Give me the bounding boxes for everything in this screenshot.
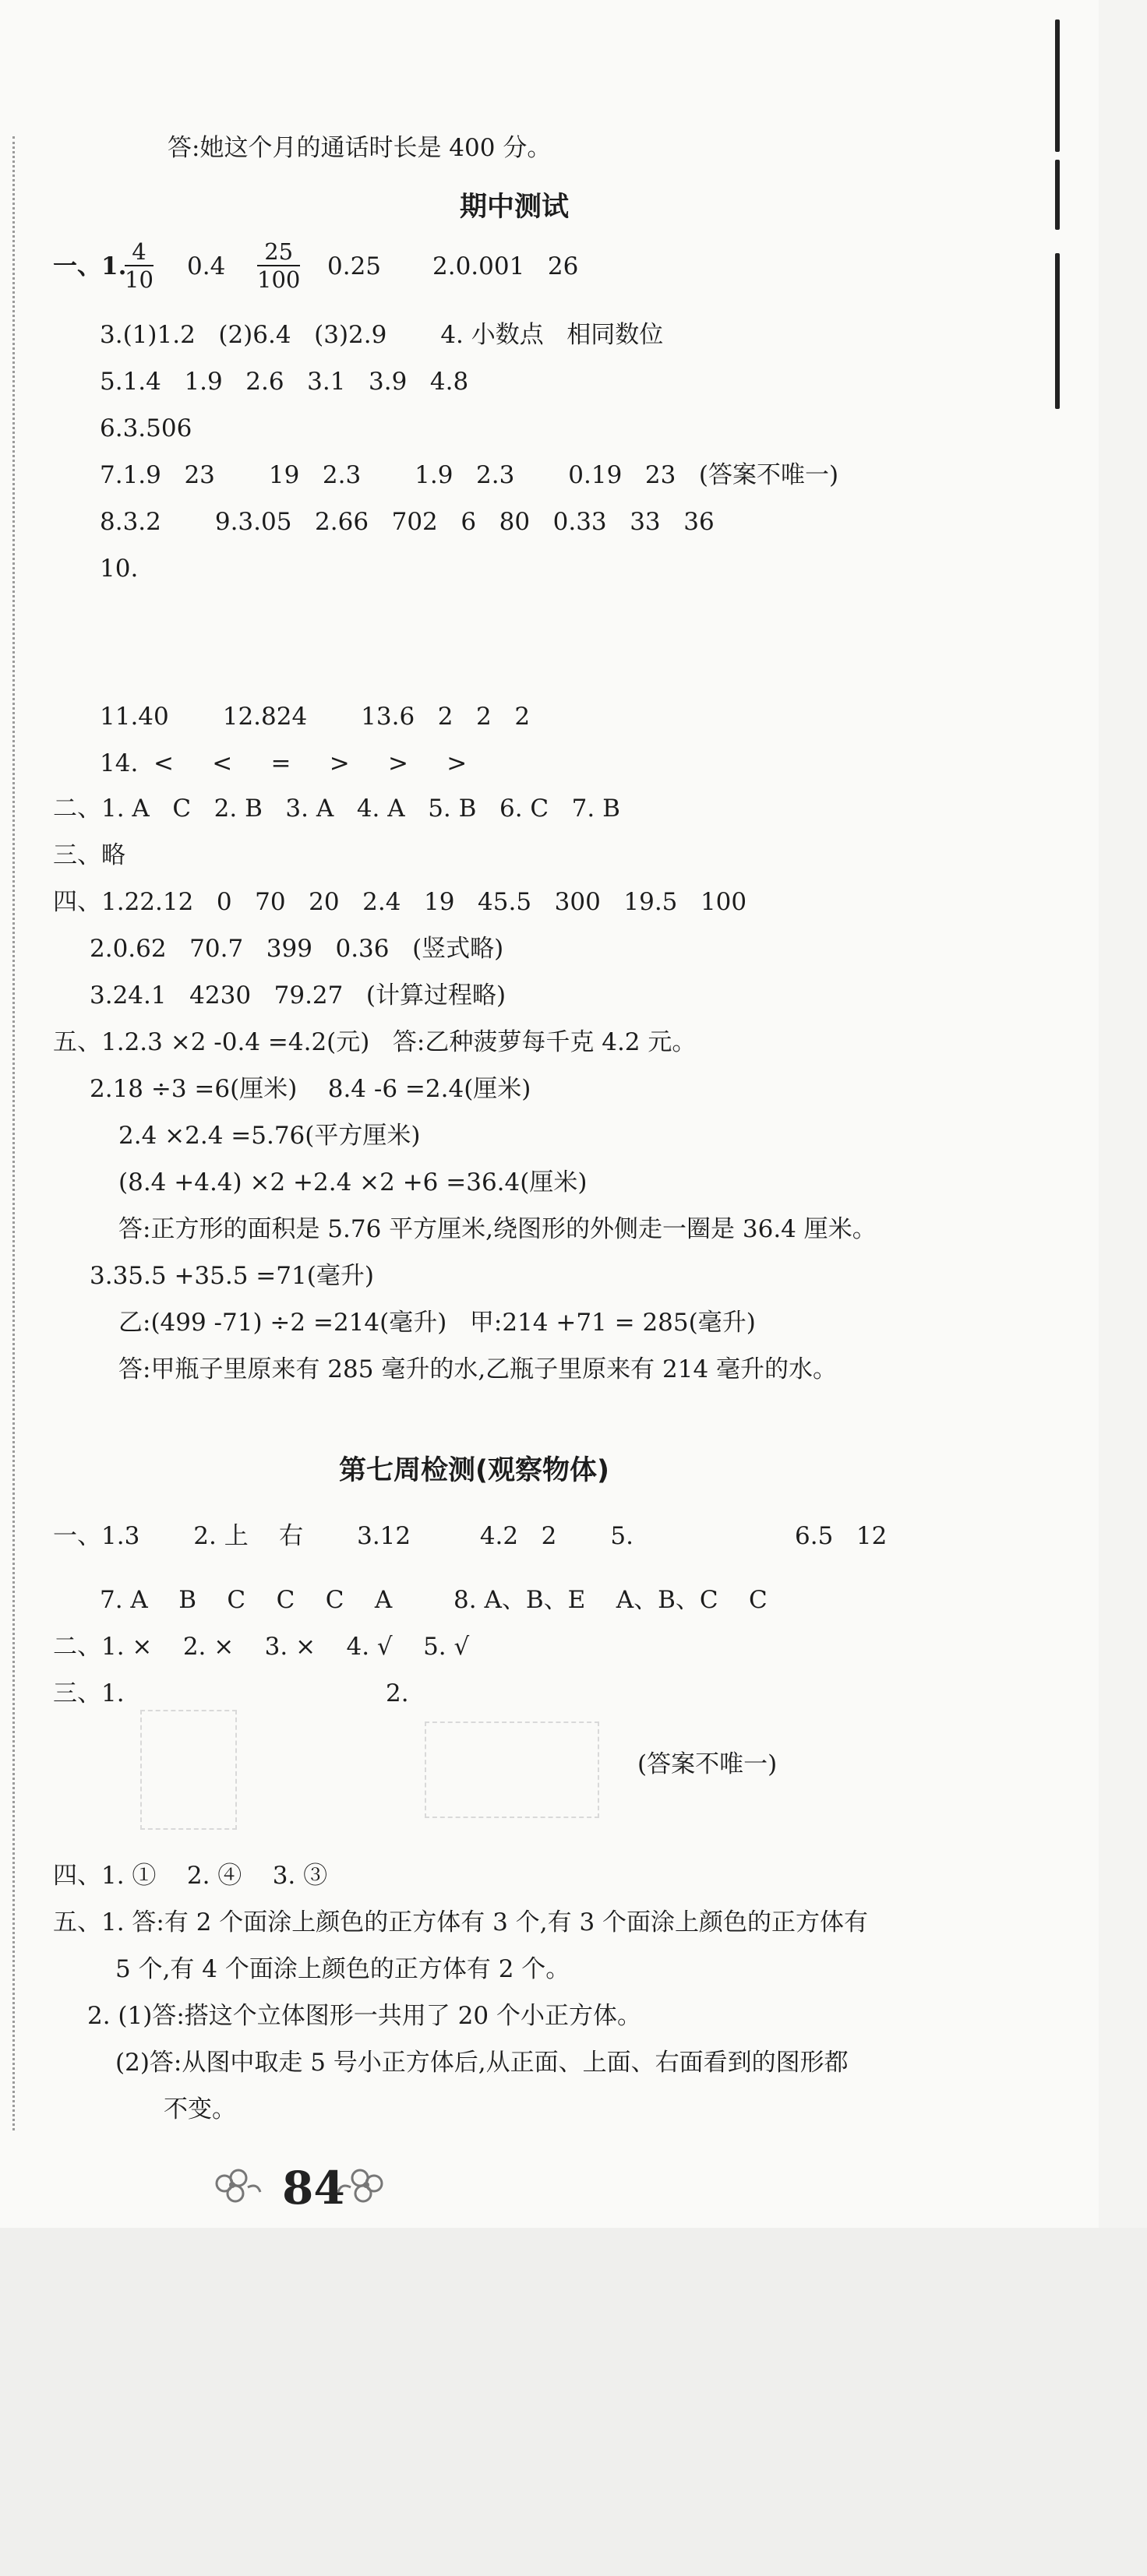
- week7-section5-q1b: 5 个,有 4 个面涂上颜色的正方体有 2 个。: [115, 1955, 570, 1983]
- midterm-q14: 14. < < = > > >: [100, 749, 468, 777]
- answer-top: 答:她这个月的通话时长是 400 分。: [168, 134, 552, 162]
- midterm-section5-q3c: 答:甲瓶子里原来有 285 毫升的水,乙瓶子里原来有 214 毫升的水。: [118, 1355, 838, 1383]
- midterm-q11: 11.40 12.824 13.6 2 2 2: [100, 703, 531, 731]
- midterm-section5-q2d: 答:正方形的面积是 5.76 平方厘米,绕图形的外侧走一圈是 36.4 厘米。: [118, 1215, 877, 1243]
- fraction-25-100: [257, 238, 300, 293]
- flower-ornament-right-icon: [335, 2164, 390, 2211]
- midterm-section4-q3: 3.24.1 4230 79.27 (计算过程略): [90, 981, 506, 1010]
- week7-section3-note: (答案不唯一): [637, 1750, 778, 1778]
- midterm-section4-q2: 2.0.62 70.7 399 0.36 (竖式略): [90, 935, 504, 963]
- midterm-q5: 5.1.4 1.9 2.6 3.1 3.9 4.8: [100, 368, 469, 396]
- faint-figure-1: [140, 1710, 237, 1830]
- week7-title: 第七周检测(观察物体): [339, 1455, 609, 1486]
- week7-section5-q1a: 五、1. 答:有 2 个面涂上颜色的正方体有 3 个,有 3 个面涂上颜色的正方体有: [53, 1908, 869, 1936]
- midterm-section5-q2b: 2.4 ×2.4 =5.76(平方厘米): [118, 1122, 421, 1150]
- midterm-section5-q3b: 乙:(499 -71) ÷2 =214(毫升) 甲:214 +71 = 285(毫升): [118, 1309, 756, 1337]
- midterm-section5-q2c: (8.4 +4.4) ×2 +2.4 ×2 +6 =36.4(厘米): [118, 1168, 588, 1196]
- week7-section4: 四、1. ① 2. ④ 3. ③: [53, 1862, 328, 1890]
- midterm-title: 期中测试: [460, 192, 570, 223]
- faint-figure-2: [425, 1721, 599, 1818]
- week7-section1a: 一、1.3 2. 上 右 3.12 4.2 2 5.: [53, 1522, 633, 1550]
- midterm-q1-prefix: 一、1.: [53, 252, 127, 280]
- midterm-q3: 3.(1)1.2 (2)6.4 (3)2.9 4. 小数点 相同数位: [100, 321, 664, 349]
- week7-section5-q2a: 2. (1)答:搭这个立体图形一共用了 20 个小正方体。: [87, 2002, 641, 2030]
- fraction-numerator: 25: [257, 238, 300, 266]
- week7-section1b: 7. A B C C C A 8. A、B、E A、B、C C: [100, 1586, 768, 1614]
- fraction-4-10: [125, 238, 154, 293]
- week7-section5-q2c: 不变。: [164, 2095, 236, 2123]
- page-number: 84: [282, 2162, 345, 2215]
- week7-section1a-tail: 6.5 12: [795, 1522, 888, 1550]
- flower-ornament-left-icon: [209, 2164, 263, 2211]
- midterm-q1-tail: 0.25: [327, 252, 382, 280]
- midterm-q6: 6.3.506: [100, 414, 192, 442]
- fraction-denominator: 100: [257, 266, 301, 293]
- binding-dashed-line: [12, 136, 15, 2130]
- midterm-section2: 二、1. A C 2. B 3. A 4. A 5. B 6. C 7. B: [53, 795, 620, 823]
- midterm-section5-q3a: 3.35.5 +35.5 =71(毫升): [90, 1262, 374, 1290]
- midterm-q10: 10.: [100, 555, 139, 583]
- week7-section3-q2: 2.: [386, 1679, 409, 1707]
- midterm-q1-mid: 0.4: [187, 252, 226, 280]
- fraction-denominator: 10: [125, 266, 154, 293]
- fraction-numerator: 4: [125, 238, 154, 266]
- midterm-q7: 7.1.9 23 19 2.3 1.9 2.3 0.19 23 (答案不唯一): [100, 461, 839, 489]
- week7-section5-q2b: (2)答:从图中取走 5 号小正方体后,从正面、上面、右面看到的图形都: [115, 2049, 849, 2077]
- midterm-q8: 8.3.2 9.3.05 2.66 702 6 80 0.33 33 36: [100, 508, 715, 536]
- page-margin-bottom: [0, 2228, 1147, 2576]
- binding-marks: [1055, 19, 1066, 409]
- week7-section2: 二、1. × 2. × 3. × 4. √ 5. √: [53, 1633, 470, 1661]
- midterm-section5-q2a: 2.18 ÷3 =6(厘米) 8.4 -6 =2.4(厘米): [90, 1075, 531, 1103]
- week7-section3-q1: 三、1.: [53, 1679, 125, 1707]
- midterm-q2: 2.0.001 26: [432, 252, 579, 280]
- midterm-section4-q1: 四、1.22.12 0 70 20 2.4 19 45.5 300 19.5 100: [53, 888, 747, 916]
- midterm-section3: 三、略: [53, 841, 125, 869]
- midterm-section5-q1: 五、1.2.3 ×2 -0.4 =4.2(元) 答:乙种菠萝每千克 4.2 元。: [53, 1028, 697, 1056]
